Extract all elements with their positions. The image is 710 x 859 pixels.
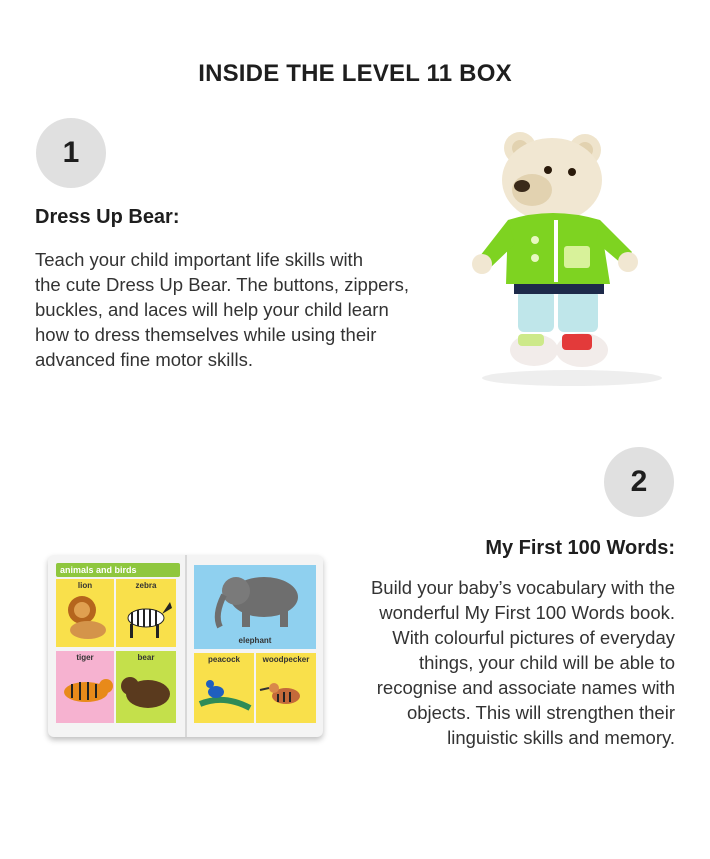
card-label: elephant xyxy=(238,636,272,645)
description-line: Build your baby’s vocabulary with the xyxy=(370,577,675,598)
card-label: tiger xyxy=(76,653,94,662)
step-number-badge: 1 xyxy=(36,118,106,188)
page-title: INSIDE THE LEVEL 11 BOX xyxy=(198,60,512,87)
description-line: linguistic skills and memory. xyxy=(447,727,675,748)
description-line: buckles, and laces will help your child learn xyxy=(35,299,389,320)
description-line: recognise and associate names with xyxy=(376,677,675,698)
description-line: the cute Dress Up Bear. The buttons, zippers, xyxy=(35,274,409,295)
item-heading: Dress Up Bear: xyxy=(35,206,180,228)
book-card-peacock xyxy=(194,653,254,723)
description-line: objects. This will strengthen their xyxy=(406,702,675,723)
bear-illustration xyxy=(116,662,176,718)
item-description xyxy=(35,247,455,372)
description-line: With colourful pictures of everyday xyxy=(392,627,675,648)
book-spine xyxy=(185,555,187,737)
book-card-elephant xyxy=(194,565,316,649)
elephant-illustration xyxy=(194,565,316,635)
book-card-tiger xyxy=(56,651,114,723)
description-line: things, your child will be able to xyxy=(418,652,675,673)
card-label: peacock xyxy=(207,655,241,664)
item-description xyxy=(315,575,675,750)
description-line: wonderful My First 100 Words book. xyxy=(379,602,675,623)
item-heading: My First 100 Words: xyxy=(485,537,675,559)
card-label: lion xyxy=(77,581,93,590)
description-line: Teach your child important life skills with xyxy=(35,249,363,270)
description-line: how to dress themselves while using their xyxy=(35,324,377,345)
step-number-badge: 2 xyxy=(604,447,674,517)
lion-illustration xyxy=(56,590,114,642)
woodpecker-illustration xyxy=(256,664,316,718)
peacock-illustration xyxy=(194,664,254,718)
book-card-woodpecker xyxy=(256,653,316,723)
words-book-image xyxy=(48,555,323,737)
tiger-illustration xyxy=(56,662,114,718)
card-label: bear xyxy=(137,653,155,662)
book-card-zebra xyxy=(116,579,176,647)
dress-up-bear-image xyxy=(460,128,685,388)
book-card-lion xyxy=(56,579,114,647)
card-label: woodpecker xyxy=(262,655,310,664)
book-card-bear xyxy=(116,651,176,723)
book-section-label: animals and birds xyxy=(56,563,180,577)
card-label: zebra xyxy=(135,581,157,590)
description-line: advanced fine motor skills. xyxy=(35,349,253,370)
zebra-illustration xyxy=(116,590,176,642)
